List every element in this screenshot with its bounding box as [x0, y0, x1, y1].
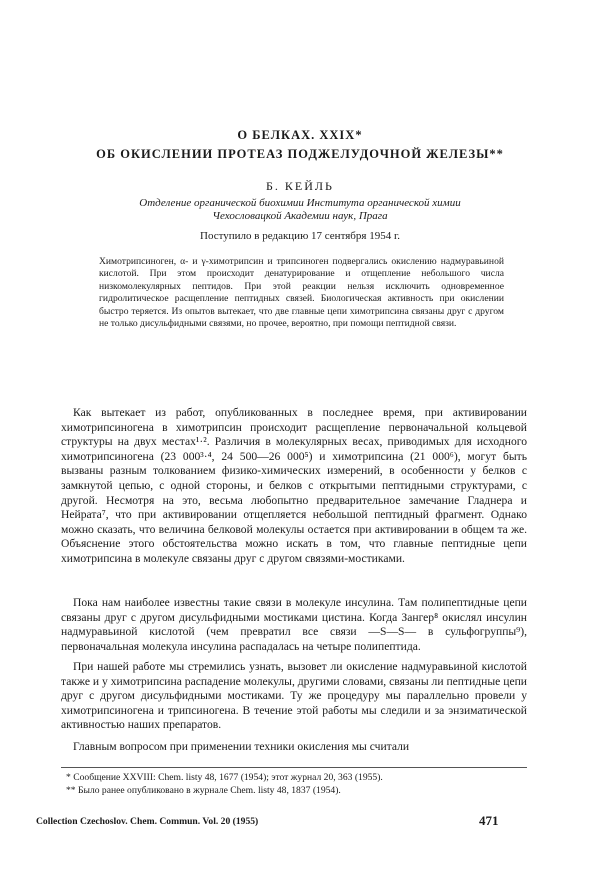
article-title: ОБ ОКИСЛЕНИИ ПРОТЕАЗ ПОДЖЕЛУДОЧНОЙ ЖЕЛЕЗЫ** [96, 147, 504, 161]
article-title-series: О БЕЛКАХ. XXIX* [237, 128, 363, 142]
affiliation-line-2: Чехословацкой Академии наук, Прага [212, 210, 388, 222]
affiliation-line-1: Отделение органической биохимии Института органической химии [139, 197, 461, 209]
running-footer: Collection Czechoslov. Chem. Commun. Vol. 20 (1955) [36, 816, 259, 827]
received-date: Поступило в редакцию 17 сентября 1954 г. [200, 230, 400, 242]
body-paragraph-2: Пока нам наиболее известны такие связи в молекуле инсулина. Там полипептидные цепи связаны друг с другом дисульфидными мостиками цистина. Когда Зангер⁸ окислял инсулин надмуравьиной кислотой (чем превратил все связи —S—S— в сульфогруппы⁹), первоначальная молекула инсулина распадалась на четыре полипептида. [61, 596, 527, 653]
body-paragraph-4: Главным вопросом при применении техники окисления мы считали [73, 740, 410, 753]
footnote-1: * Сообщение XXVIII: Chem. listy 48, 1677 (1954); этот журнал 20, 363 (1955). [66, 772, 383, 783]
body-paragraph-1: Как вытекает из работ, опубликованных в последнее время, при активировании химотрипсиногена в химотрипсин происходит расщепление первоначальной кольцевой структуры на двух местах¹·². Различия в молекулярных весах, приводимых для исходного химотрипсиногена (23 000³·⁴, 24 500—26 000⁵) и химотрипсина (21 000⁶), могут быть вызваны разным толкованием физико-химических измерений, в особенности у белков с замкнутой цепью, с одной стороны, и белков с открытыми пептидными структурами, с другой. Несмотря на это, весьма любопытно предварительное замечание Гладнера и Нейрата⁷, что при активировании отщепляется небольшой пептидный фрагмент. Однако можно сказать, что величина белковой молекулы остается при активировании в общем та же. Объяснение этого обстоятельства можно искать в том, что главные пептидные цепи химотрипсина в молекуле связаны друг с другом связями-мостиками. [61, 406, 527, 565]
abstract: Химотрипсиноген, α- и γ-химотрипсин и трипсиноген подвергались окислению надмуравьиной кислотой. При этом происходит денатурирование и отщепление небольшого числа низкомолекулярных пептидов. При этой реакции нельзя исключить одновременное гидролитическое расщепление пептидных связей. Биологическая активность при окислении быстро теряется. Из опытов вытекает, что две главные цепи химотрипсина связаны друг с другом не только дисульфидными связями, но прочее, вероятно, при помощи пептидной связи. [99, 256, 504, 330]
footnote-divider [61, 767, 527, 768]
body-paragraph-3: При нашей работе мы стремились узнать, вызовет ли окисление надмуравьиной кислотой также и у химотрипсина распадение молекулы, другими словами, связаны ли пептидные цепи друг с другом дисульфидными мостиками. Ту же процедуру мы параллельно провели у химотрипсиногена и трипсиногена. В течение этой работы мы следили и за энзиматической активностью наших препаратов. [61, 660, 527, 732]
footnote-2: ** Было ранее опубликовано в журнале Chem. listy 48, 1837 (1954). [66, 785, 341, 796]
author: Б. КЕЙЛЬ [266, 179, 334, 193]
page-number: 471 [479, 813, 499, 828]
